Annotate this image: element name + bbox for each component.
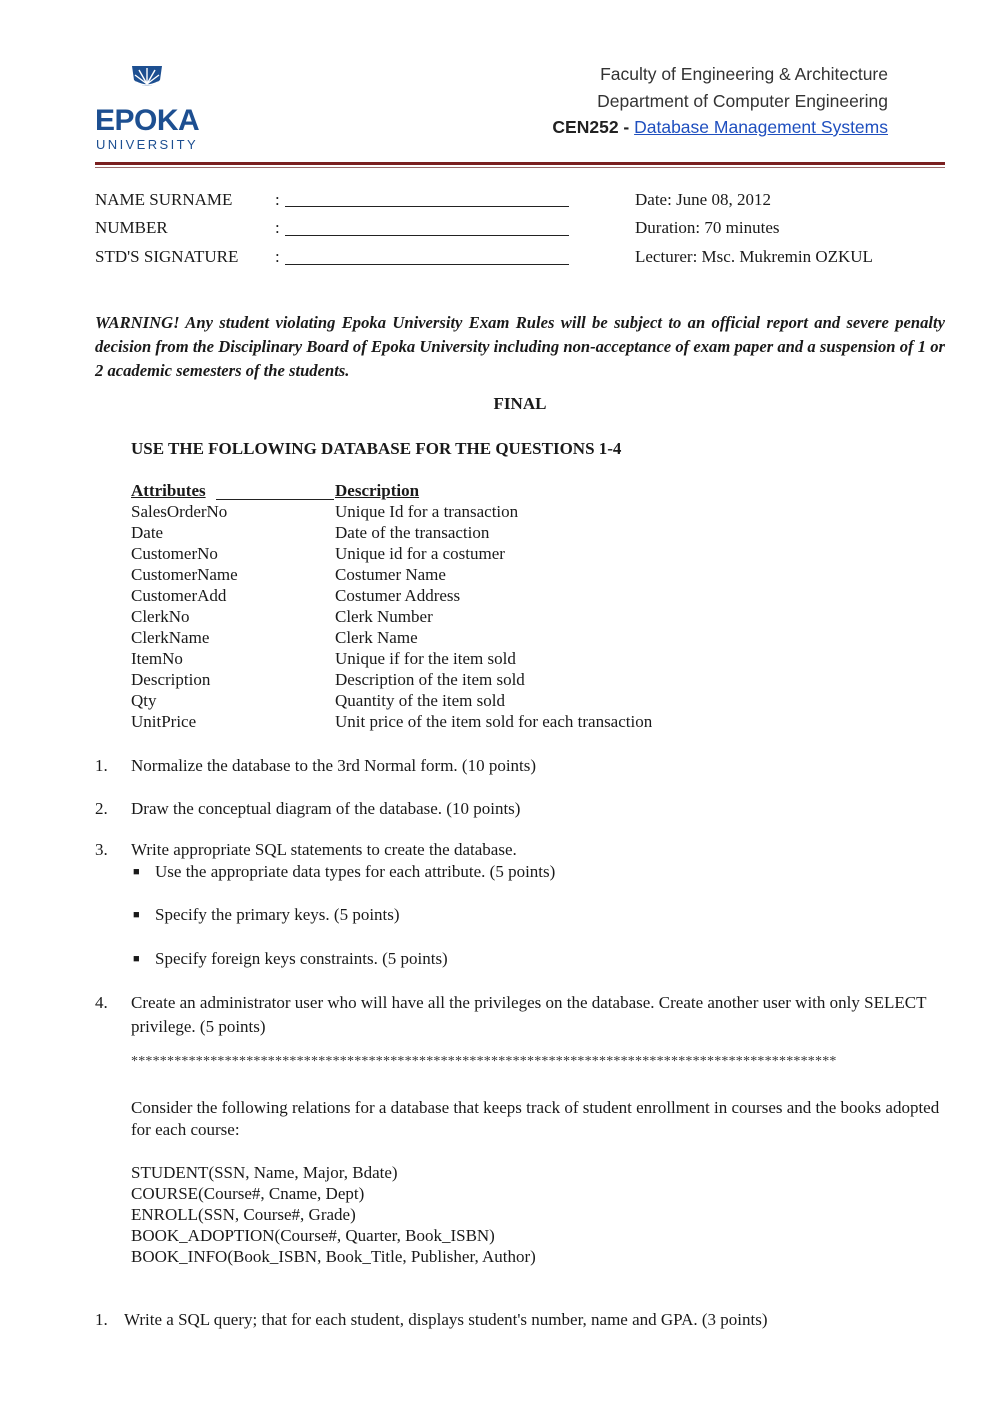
header-rule-thick: [95, 162, 945, 165]
attribute-description: Clerk Number: [335, 607, 433, 626]
question-text: Write a SQL query; that for each student, displays student's number, name and GPA. (3 points): [124, 1310, 768, 1329]
number-label: NUMBER: [95, 218, 168, 237]
signature-label: STD'S SIGNATURE: [95, 247, 239, 266]
question-number: 4.: [95, 993, 108, 1012]
header-rule-thin: [95, 167, 945, 168]
name-surname-label: NAME SURNAME: [95, 190, 233, 209]
column-header: Description: [335, 481, 420, 500]
exam-duration: Duration: 70 minutes: [635, 218, 780, 237]
bullet-icon: ■: [133, 953, 140, 965]
logo-subtitle: UNIVERSITY: [96, 137, 199, 152]
relation-course: COURSE(Course#, Cname, Dept): [131, 1184, 365, 1203]
attribute-name: CustomerNo: [131, 544, 218, 563]
question-1: [0, 754, 991, 778]
faculty-name: Faculty of Engineering & Architecture: [600, 64, 888, 84]
section-intro: Consider the following relations for a database that keeps track of student enrollment in courses and the books adopted for each course:: [131, 1098, 940, 1139]
bullet-text: Use the appropriate data types for each attribute. (5 points): [155, 862, 556, 881]
question-number: 1.: [95, 1310, 108, 1329]
relation-enroll: ENROLL(SSN, Course#, Grade): [131, 1205, 356, 1224]
relation-book-adoption: BOOK_ADOPTION(Course#, Quarter, Book_ISBN): [131, 1226, 495, 1245]
exam-title: FINAL: [493, 394, 547, 413]
attribute-name: UnitPrice: [131, 712, 197, 731]
course-title: [552, 116, 888, 138]
attribute-description: Unique if for the item sold: [335, 649, 516, 668]
attribute-name: CustomerName: [131, 565, 238, 584]
attribute-name: ItemNo: [131, 649, 183, 668]
attribute-name: Description: [131, 670, 211, 689]
attribute-name: Date: [131, 523, 164, 542]
attribute-name: ClerkNo: [131, 607, 190, 626]
exam-warning: WARNING! Any student violating Epoka University Exam Rules will be subject to an official report and severe penalty decision from the Disciplinary Board of Epoka University including non-acceptance of exam paper and a suspension of 1 or 2 academic semesters of the students.: [95, 313, 945, 380]
bullet-icon: ■: [133, 909, 140, 921]
exam-date: Date: June 08, 2012: [635, 190, 771, 209]
attribute-name: Qty: [131, 691, 157, 710]
section-separator: **************************************************************************************************: [131, 1054, 837, 1069]
attribute-description: Costumer Address: [335, 586, 461, 605]
question-text: Create an administrator user who will have all the privileges on the database. Create another user with only SELECT privilege. (5 points): [131, 993, 927, 1036]
attribute-name: SalesOrderNo: [131, 502, 228, 521]
colon: :: [275, 218, 280, 237]
bullet-icon: ■: [133, 866, 140, 878]
attribute-description: Quantity of the item sold: [335, 691, 505, 710]
department-name: Department of Computer Engineering: [597, 91, 888, 111]
attribute-name: CustomerAdd: [131, 586, 227, 605]
relations-list: [131, 1162, 536, 1267]
relation-book-info: BOOK_INFO(Book_ISBN, Book_Title, Publisher, Author): [131, 1247, 536, 1266]
attribute-description: Costumer Name: [335, 565, 446, 584]
question-number: 1.: [95, 756, 108, 775]
column-header: Attributes: [131, 481, 206, 500]
list-item: [0, 904, 991, 926]
header-underline: [216, 499, 334, 500]
signature-field[interactable]: [285, 264, 569, 265]
course-code: CEN252 -: [552, 117, 635, 137]
section-title: USE THE FOLLOWING DATABASE FOR THE QUESTIONS 1-4: [131, 439, 622, 458]
attribute-description: Clerk Name: [335, 628, 418, 647]
question-number: 2.: [95, 799, 108, 818]
course-name-link[interactable]: Database Management Systems: [634, 117, 888, 137]
logo-wordmark: EPOKA: [95, 104, 200, 137]
question-3: [0, 838, 991, 862]
question-text: Draw the conceptual diagram of the database. (10 points): [131, 799, 521, 818]
attribute-description: Unique id for a costumer: [335, 544, 505, 563]
attribute-description: Date of the transaction: [335, 523, 490, 542]
question-2: [0, 797, 991, 821]
sunburst-icon: [130, 62, 164, 92]
attribute-description: Unique Id for a transaction: [335, 502, 519, 521]
number-field[interactable]: [285, 235, 569, 236]
question-text: Write appropriate SQL statements to create the database.: [131, 840, 517, 859]
attribute-description: Description of the item sold: [335, 670, 525, 689]
bullet-text: Specify the primary keys. (5 points): [155, 905, 400, 924]
colon: :: [275, 247, 280, 266]
bullet-text: Specify foreign keys constraints. (5 points): [155, 949, 448, 968]
question-4: [0, 991, 991, 1041]
name-surname-field[interactable]: [285, 206, 569, 207]
attribute-description: Unit price of the item sold for each transaction: [335, 712, 653, 731]
list-item: [0, 861, 991, 883]
attribute-name: ClerkName: [131, 628, 210, 647]
lecturer: Lecturer: Msc. Mukremin OZKUL: [635, 247, 873, 266]
list-item: [0, 948, 991, 970]
question-text: Normalize the database to the 3rd Normal form. (10 points): [131, 756, 537, 775]
university-logo: [95, 60, 205, 155]
question-number: 3.: [95, 840, 108, 859]
colon: :: [275, 190, 280, 209]
relation-student: STUDENT(SSN, Name, Major, Bdate): [131, 1163, 398, 1182]
